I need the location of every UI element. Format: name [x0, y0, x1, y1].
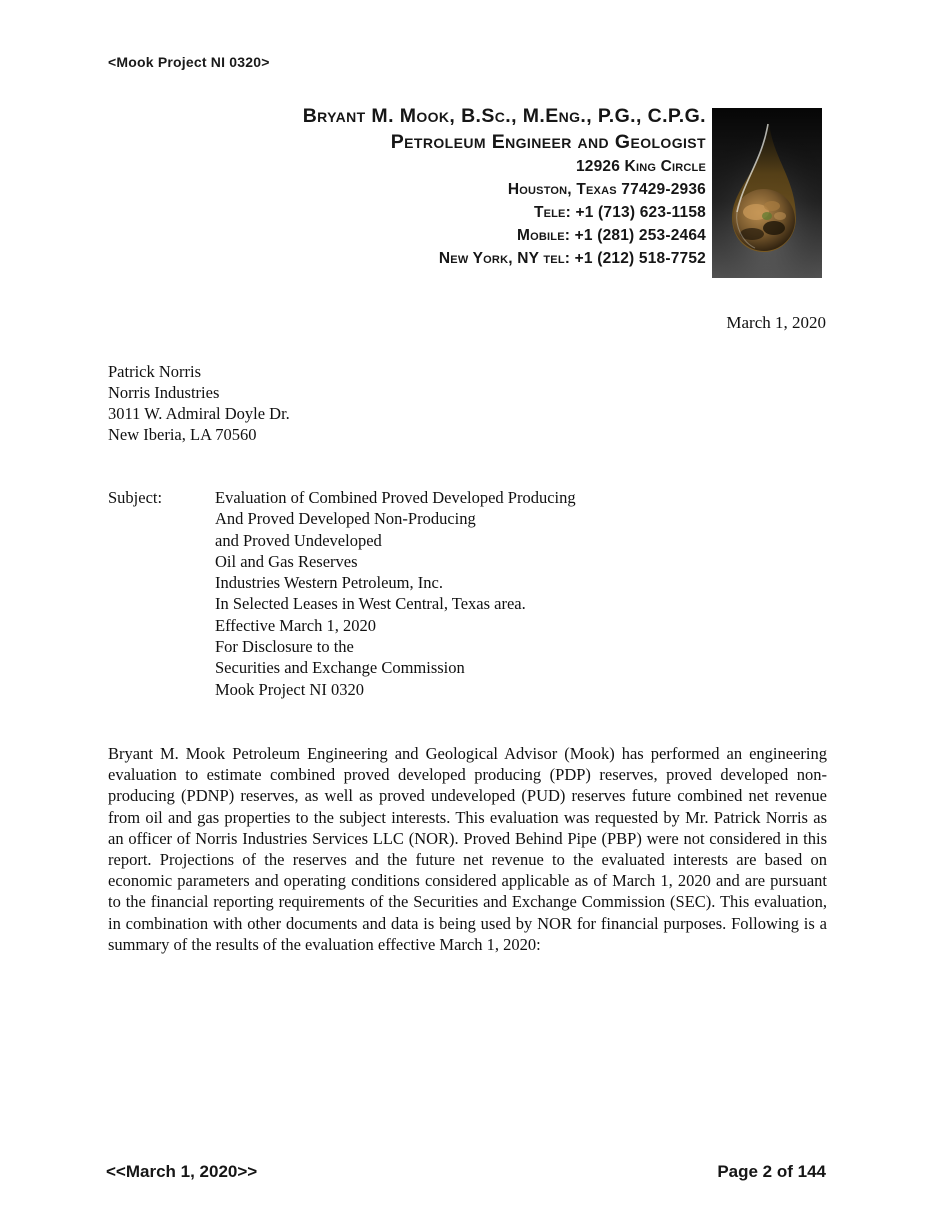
recipient-line: Patrick Norris: [108, 362, 202, 381]
recipient-line: New Iberia, LA 70560: [108, 425, 257, 444]
footer-page-number: Page 2 of 144: [717, 1162, 826, 1181]
subject-label: Subject:: [108, 488, 163, 507]
letter-date: March 1, 2020: [726, 313, 826, 332]
letterhead-address-line: Tele: +1 (713) 623-1158: [533, 204, 706, 221]
footer-date: <<March 1, 2020>>: [106, 1162, 258, 1181]
subject-line: Securities and Exchange Commission: [215, 658, 465, 678]
letterhead-name: Bryant M. Mook, B.Sc., M.Eng., P.G., C.P.G.: [302, 105, 706, 127]
subject-line: Oil and Gas Reserves: [215, 551, 358, 571]
subject-line: Effective March 1, 2020: [215, 615, 376, 635]
oil-drop-earth-logo-icon: [712, 108, 822, 278]
subject-line: Industries Western Petroleum, Inc.: [215, 573, 443, 593]
subject-lines: [215, 487, 576, 700]
recipient-line: 3011 W. Admiral Doyle Dr.: [108, 404, 290, 423]
letterhead-address-line: Mobile: +1 (281) 253-2464: [517, 227, 706, 244]
subject-line: And Proved Developed Non-Producing: [215, 509, 476, 529]
letterhead-address-line: New York, NY tel: +1 (212) 518-7752: [438, 250, 706, 267]
subject-line: Mook Project NI 0320: [215, 679, 364, 699]
subject-line: In Selected Leases in West Central, Texas area.: [215, 594, 526, 614]
project-tag: <Mook Project NI 0320>: [108, 54, 270, 70]
subject-line: For Disclosure to the: [215, 637, 354, 657]
subject-block: [108, 487, 576, 700]
recipient-line: Norris Industries: [108, 383, 220, 402]
letterhead-address-line: Houston, Texas 77429-2936: [507, 181, 706, 198]
page-footer: [106, 1162, 826, 1182]
letterhead-title: Petroleum Engineer and Geologist: [390, 131, 706, 153]
letterhead-address-line: 12926 King Circle: [575, 158, 706, 175]
letterhead: [226, 103, 706, 270]
subject-line: Evaluation of Combined Proved Developed Producing: [215, 488, 576, 507]
body-paragraph: Bryant M. Mook Petroleum Engineering and Geological Advisor (Mook) has performed an engineering evaluation to estimate combined proved developed producing (PDP) reserves, proved developed non-producing (PDNP) reserves, as well as proved undeveloped (PUD) reserves future combined net revenue from oil and gas properties to the subject interests. This evaluation was requested by Mr. Patrick Norris as an officer of Norris Industries Services LLC (NOR). Proved Behind Pipe (PBP) were not considered in this report. Projections of the reserves and the future net revenue to the evaluated interests are based on economic parameters and operating conditions considered applicable as of March 1, 2020 and are pursuant to the financial reporting requirements of the Securities and Exchange Commission (SEC). This evaluation, in combination with other documents and data is being used by NOR for financial purposes. Following is a summary of the results of the evaluation effective March 1, 2020:: [108, 744, 827, 954]
recipient-address: [108, 361, 290, 445]
subject-line: and Proved Undeveloped: [215, 530, 382, 550]
